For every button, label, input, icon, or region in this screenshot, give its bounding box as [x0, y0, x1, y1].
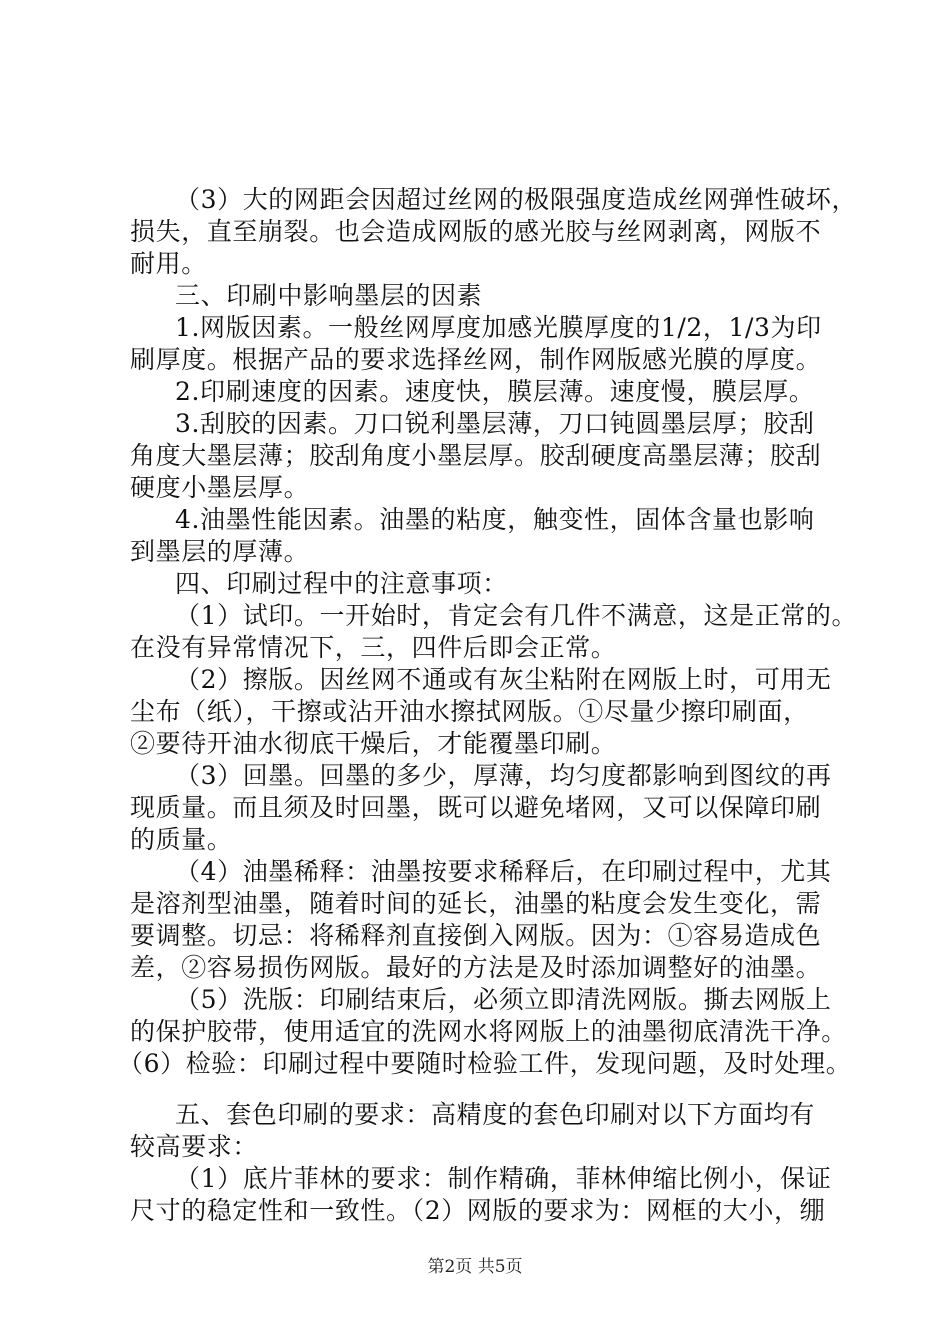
section-heading: 五、套色印刷的要求：高精度的套色印刷对以下方面均有 — [175, 1100, 816, 1129]
text-line: 损失，直至崩裂。也会造成网版的感光胶与丝网剥离，网版不 — [130, 217, 822, 246]
text-line: 尺寸的稳定性和一致性。（2）网版的要求为：网框的大小，绷 — [130, 1196, 826, 1225]
text-line: （4）油墨稀释：油墨按要求稀释后，在印刷过程中，尤其 — [175, 857, 832, 886]
text-line: （3）大的网距会因超过丝网的极限强度造成丝网弹性破坏， — [175, 185, 858, 214]
text-line: （1）底片菲林的要求：制作精确，菲林伸缩比例小，保证 — [175, 1164, 832, 1193]
text-line: 1.网版因素。一般丝网厚度加感光膜厚度的1/2，1/3为印 — [175, 313, 822, 342]
text-line: 较高要求： — [130, 1132, 259, 1161]
text-line: 的质量。 — [130, 825, 233, 854]
text-line: （6）检验：印刷过程中要随时检验工件，发现问题，及时处理。 — [118, 1049, 852, 1078]
text-line: ②要待开油水彻底干燥后，才能覆墨印刷。 — [130, 729, 617, 758]
text-line: 现质量。而且须及时回墨，既可以避免堵网，又可以保障印刷 — [130, 793, 822, 822]
text-line: 在没有异常情况下，三，四件后即会正常。 — [130, 633, 617, 662]
text-line: 4.油墨性能因素。油墨的粘度，触变性，固体含量也影响 — [175, 505, 815, 534]
text-line: （3）回墨。回墨的多少，厚薄，均匀度都影响到图纹的再 — [175, 761, 832, 790]
text-line: （2）擦版。因丝网不通或有灰尘粘附在网版上时，可用无 — [175, 665, 832, 694]
text-line: 的保护胶带，使用适宜的洗网水将网版上的油墨彻底清洗干净。 — [130, 1017, 847, 1046]
text-line: 差，②容易损伤网版。最好的方法是及时添加调整好的油墨。 — [130, 953, 822, 982]
text-line: （1）试印。一开始时，肯定会有几件不满意，这是正常的。 — [175, 601, 858, 630]
text-line: 要调整。切忌：将稀释剂直接倒入网版。因为：①容易造成色 — [130, 921, 822, 950]
section-heading: 四、印刷过程中的注意事项： — [175, 569, 508, 598]
text-line: 尘布（纸），干擦或沾开油水擦拭网版。①尽量少擦印刷面， — [130, 697, 809, 726]
text-line: 角度大墨层薄；胶刮角度小墨层厚。胶刮硬度高墨层薄；胶刮 — [130, 441, 822, 470]
text-line: （5）洗版：印刷结束后，必须立即清洗网版。撕去网版上 — [175, 985, 832, 1014]
text-line: 硬度小墨层厚。 — [130, 473, 310, 502]
text-line: 耐用。 — [130, 249, 207, 278]
text-line: 到墨层的厚薄。 — [130, 537, 310, 566]
text-line: 刷厚度。根据产品的要求选择丝网，制作网版感光膜的厚度。 — [130, 345, 822, 374]
page-indicator: 第2页 共5页 — [427, 1257, 523, 1277]
section-heading: 三、印刷中影响墨层的因素 — [175, 281, 483, 310]
text-line: 3.刮胶的因素。刀口锐利墨层薄，刀口钝圆墨层厚；胶刮 — [175, 409, 815, 438]
text-line: 2.印刷速度的因素。速度快，膜层薄。速度慢，膜层厚。 — [175, 377, 815, 406]
text-line: 是溶剂型油墨，随着时间的延长，油墨的粘度会发生变化，需 — [130, 889, 822, 918]
